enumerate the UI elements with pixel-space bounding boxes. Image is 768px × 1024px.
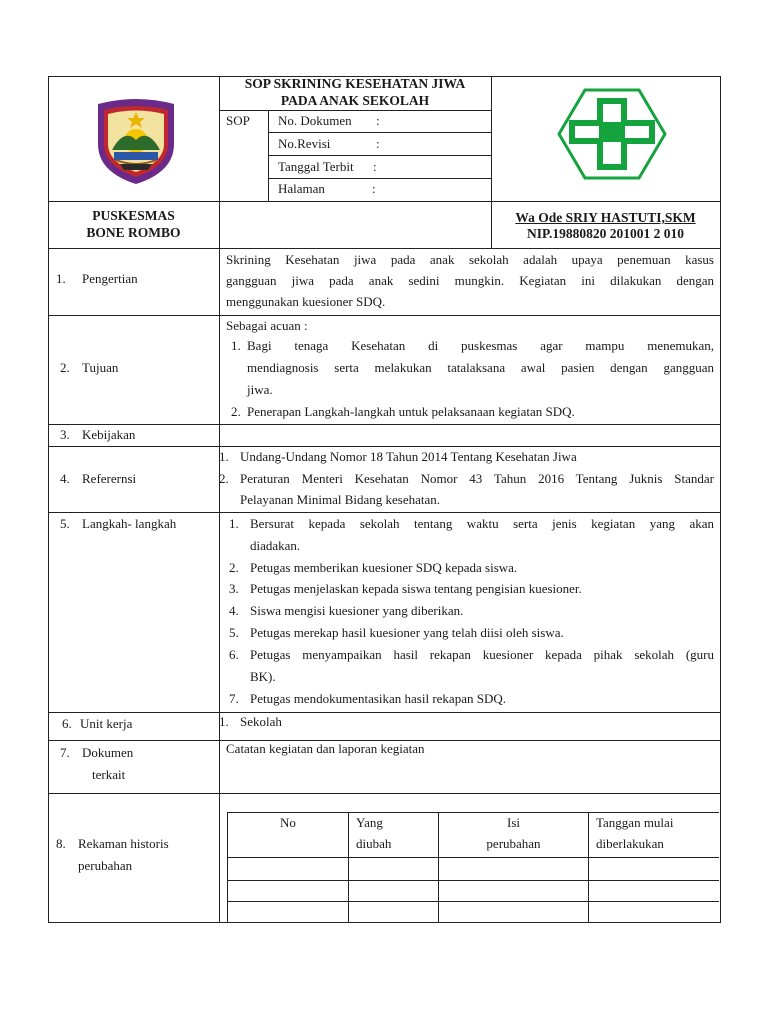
langkah-item-1-line-2: diadakan. — [250, 538, 301, 553]
field-sep-halaman: : — [372, 181, 376, 196]
pengertian-line-1: Skrining Kesehatan jiwa pada anak sekolah adalah upaya penemuan kasus — [226, 252, 714, 267]
langkah-item-6-line-1: Petugas menyampaikan hasil rekapan kuesioner kepada pihak sekolah (guru — [250, 647, 714, 662]
langkah-item-5-num: 5. — [229, 625, 239, 640]
sop-label: SOP — [226, 113, 250, 128]
section-label-referensi: Referernsi — [82, 471, 137, 486]
history-col-header-yang-1: Yang — [356, 815, 383, 830]
row-line-dokumen — [48, 793, 721, 794]
sop-title-line-2: PADA ANAK SEKOLAH — [280, 93, 430, 108]
unit-kerja-item: Sekolah — [240, 714, 282, 729]
tujuan-item-2-num: 2. — [231, 404, 241, 419]
section-num-tujuan: 2. — [60, 360, 70, 375]
section-num-rekaman: 8. — [56, 836, 66, 851]
tujuan-intro: Sebagai acuan : — [226, 318, 308, 333]
puskesmas-green-cross-logo — [557, 86, 667, 182]
section-label-rekaman-line-1: Rekaman historis — [78, 836, 169, 851]
section-num-langkah: 5. — [60, 516, 70, 531]
border-bottom — [48, 922, 721, 923]
section-num-kebijakan: 3. — [60, 427, 70, 442]
history-col-header-isi-2: perubahan — [486, 836, 541, 851]
tujuan-item-1-line-3: jiwa. — [247, 382, 273, 397]
referensi-item-1-num: 1. — [219, 449, 229, 464]
tujuan-item-1-num: 1. — [231, 338, 241, 353]
org-name-line-2: BONE ROMBO — [86, 225, 181, 240]
section-label-dokumen-line-1: Dokumen — [82, 745, 134, 760]
langkah-item-4-line-1: Siswa mengisi kuesioner yang diberikan. — [250, 603, 464, 618]
section-label-kebijakan: Kebijakan — [82, 427, 136, 442]
langkah-item-7-num: 7. — [229, 691, 239, 706]
pengertian-line-2: gangguan jiwa pada anak sedini mungkin. Kegiatan ini dilakukan dengan — [226, 273, 714, 288]
section-label-pengertian: Pengertian — [82, 271, 138, 286]
langkah-item-1-line-1: Bersurat kepada sekolah tentang waktu serta jenis kegiatan yang akan — [250, 516, 714, 531]
signer-nip: NIP.19880820 201001 2 010 — [526, 226, 684, 241]
unit-kerja-item-num: 1. — [219, 714, 229, 729]
history-col-header-yang-2: diubah — [356, 836, 392, 851]
tujuan-item-1-line-1: Bagi tenaga Kesehatan di puskesmas agar mampu menemukan, — [247, 338, 714, 353]
dokumen-text: Catatan kegiatan dan laporan kegiatan — [226, 741, 425, 756]
history-header-bottom — [227, 857, 719, 858]
section-num-referensi: 4. — [60, 471, 70, 486]
border-left — [48, 76, 49, 923]
field-sep-tanggal-terbit: : — [373, 159, 377, 174]
langkah-item-2-line-1: Petugas memberikan kuesioner SDQ kepada siswa. — [250, 560, 518, 575]
field-label-no-dokumen: No. Dokumen — [278, 113, 352, 128]
history-col-1 — [348, 812, 349, 923]
langkah-item-5-line-1: Petugas merekap hasil kuesioner yang telah diisi oleh siswa. — [250, 625, 564, 640]
header-bottom-line — [48, 201, 721, 202]
langkah-item-2-num: 2. — [229, 560, 239, 575]
langkah-item-3-num: 3. — [229, 581, 239, 596]
section-label-dokumen-line-2: terkait — [92, 767, 126, 782]
langkah-item-4-num: 4. — [229, 603, 239, 618]
row-line-tujuan — [48, 424, 721, 425]
org-name-line-1: PUSKESMAS — [92, 208, 175, 223]
section-num-dokumen: 7. — [60, 745, 70, 760]
langkah-item-3-line-1: Petugas menjelaskan kepada siswa tentang pengisian kuesioner. — [250, 581, 582, 596]
row-line-langkah — [48, 712, 721, 713]
referensi-item-1-line-1: Undang-Undang Nomor 18 Tahun 2014 Tentang Kesehatan Jiwa — [240, 449, 577, 464]
history-col-header-tanggal-1: Tanggan mulai — [596, 815, 674, 830]
section-num-pengertian: 1. — [56, 271, 66, 286]
referensi-item-2-line-1: Peraturan Menteri Kesehatan Nomor 43 Tahun 2016 Tentang Juknis Standar — [240, 471, 714, 486]
signer-name: Wa Ode SRIY HASTUTI,SKM — [515, 210, 696, 225]
title-bottom-line — [219, 110, 491, 111]
section-label-langkah: Langkah- langkah — [82, 516, 177, 531]
langkah-item-7-line-1: Petugas mendokumentasikan hasil rekapan SDQ. — [250, 691, 506, 706]
section-label-rekaman-line-2: perubahan — [78, 858, 133, 873]
border-right — [720, 76, 721, 923]
langkah-item-6-line-2: BK). — [250, 669, 276, 684]
history-row-1 — [227, 880, 719, 881]
tujuan-item-2-line-1: Penerapan Langkah-langkah untuk pelaksanaan kegiatan SDQ. — [247, 404, 575, 419]
field-label-halaman: Halaman — [278, 181, 325, 196]
field-label-tanggal-terbit: Tanggal Terbit — [278, 159, 354, 174]
history-col-header-tanggal-2: diberlakukan — [596, 836, 664, 851]
pengertian-line-3: menggunakan kuesioner SDQ. — [226, 294, 386, 309]
referensi-item-2-line-2: Pelayanan Minimal Bidang kesehatan. — [240, 492, 441, 507]
referensi-item-2-num: 2. — [219, 471, 229, 486]
tujuan-item-1-line-2: mendiagnosis serta melakukan tatalaksana awal pasien dengan gangguan — [247, 360, 714, 375]
field-label-no-revisi: No.Revisi — [278, 136, 331, 151]
row-line-pengertian — [48, 315, 721, 316]
langkah-item-6-num: 6. — [229, 647, 239, 662]
sop-title-line-1: SOP SKRINING KESEHATAN JIWA — [244, 76, 466, 91]
section-num-unit-kerja: 6. — [62, 716, 72, 731]
field-sep-no-revisi: : — [376, 136, 380, 151]
history-col-3 — [588, 812, 589, 923]
history-row-2 — [227, 901, 719, 902]
field-sep-no-dokumen: : — [376, 113, 380, 128]
regency-shield-emblem — [90, 98, 182, 186]
langkah-item-1-num: 1. — [229, 516, 239, 531]
history-col-header-no: No — [280, 815, 296, 830]
header-col-line-1 — [219, 76, 220, 923]
section-label-unit-kerja: Unit kerja — [80, 716, 133, 731]
history-col-header-isi-1: Isi — [507, 815, 520, 830]
section-label-tujuan: Tujuan — [82, 360, 119, 375]
